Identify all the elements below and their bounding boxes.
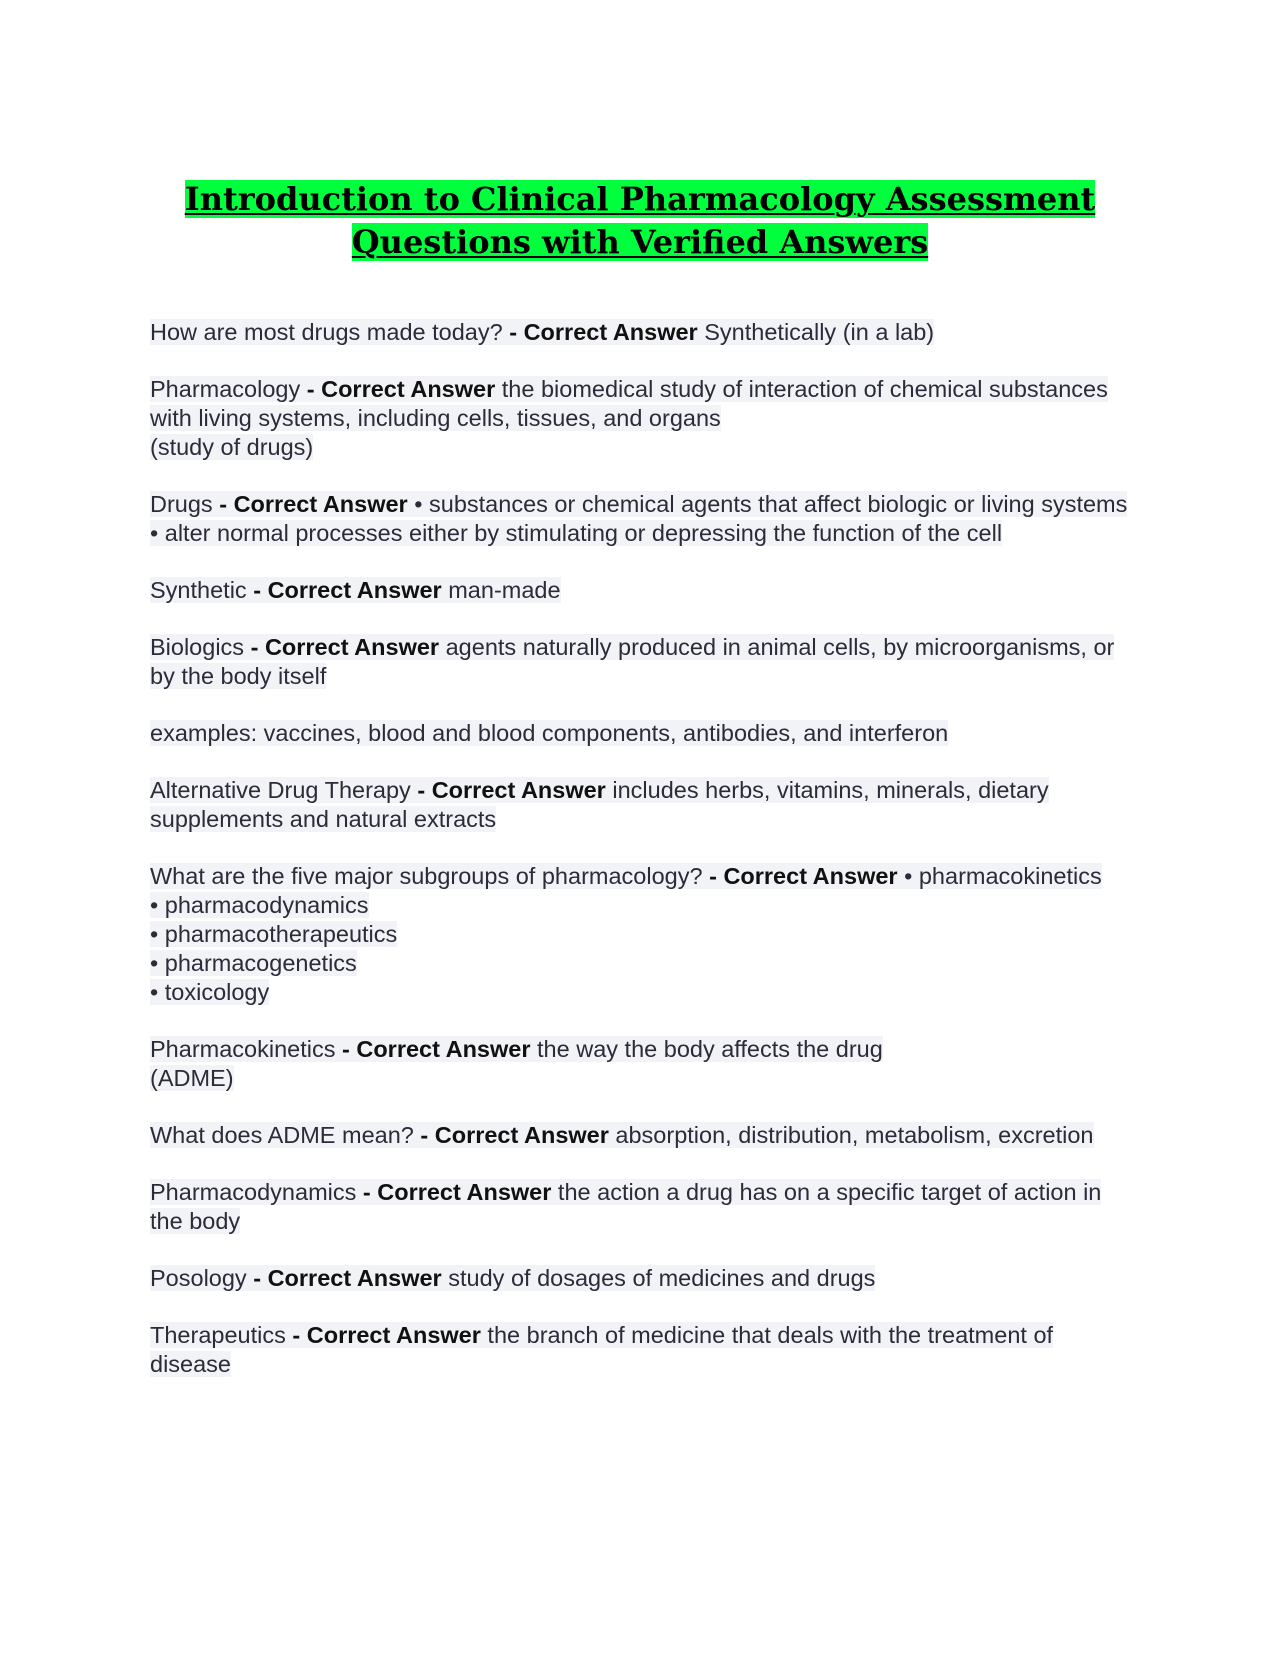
answer-separator: - bbox=[420, 1122, 429, 1148]
answer-text: the way the body affects the drug bbox=[537, 1036, 883, 1062]
qa-item bbox=[150, 1321, 1130, 1379]
answer-text: includes herbs, vitamins, minerals, dietary supplements and natural extracts bbox=[150, 777, 1049, 832]
answer-text: • substances or chemical agents that affect biologic or living systems bbox=[414, 491, 1128, 517]
answer-label-group bbox=[300, 376, 502, 402]
answer-label-group bbox=[244, 634, 446, 660]
answer-text: (ADME) bbox=[150, 1065, 234, 1091]
answer-separator: - bbox=[509, 319, 518, 345]
answer-label: Correct Answer bbox=[723, 863, 898, 889]
question-text: How are most drugs made today? bbox=[150, 319, 503, 345]
answer-text: • pharmacokinetics bbox=[904, 863, 1102, 889]
answer-text: • pharmacodynamics bbox=[150, 892, 369, 918]
note-text: examples: vaccines, blood and blood components, antibodies, and interferon bbox=[150, 720, 949, 746]
answer-separator: - bbox=[362, 1179, 371, 1205]
answer-separator: - bbox=[292, 1322, 301, 1348]
answer-label-group bbox=[703, 863, 905, 889]
answer-label-group bbox=[335, 1036, 537, 1062]
answer-label-group bbox=[503, 319, 705, 345]
answer-separator: - bbox=[342, 1036, 350, 1062]
qa-item bbox=[150, 776, 1130, 834]
answer-label-group bbox=[247, 577, 449, 603]
answer-label-group bbox=[414, 1122, 616, 1148]
answer-text: the action a drug has on a specific target of action in the body bbox=[150, 1179, 1102, 1234]
question-text: What are the five major subgroups of pharmacology? bbox=[150, 863, 703, 889]
question-text: Drugs bbox=[150, 491, 213, 517]
qa-list bbox=[150, 318, 1130, 1407]
answer-separator: - bbox=[417, 777, 426, 803]
answer-text: • pharmacotherapeutics bbox=[150, 921, 398, 947]
answer-text: • pharmacogenetics bbox=[150, 950, 357, 976]
answer-label: Correct Answer bbox=[264, 634, 440, 660]
answer-text: agents naturally produced in animal cells, by microorganisms, or by the body itself bbox=[150, 634, 1115, 689]
qa-item bbox=[150, 862, 1130, 1007]
answer-text: • toxicology bbox=[150, 979, 270, 1005]
question-text: Synthetic bbox=[150, 577, 247, 603]
answer-label-group bbox=[247, 1265, 449, 1291]
title-line-1: Introduction to Clinical Pharmacology Assessment bbox=[184, 180, 1096, 218]
qa-item bbox=[150, 1121, 1130, 1150]
answer-text: study of dosages of medicines and drugs bbox=[448, 1265, 876, 1291]
question-text: Therapeutics bbox=[150, 1322, 286, 1348]
qa-item bbox=[150, 318, 1130, 347]
qa-item bbox=[150, 1178, 1130, 1236]
example-note bbox=[150, 719, 1130, 748]
question-text: Pharmacology bbox=[150, 376, 301, 402]
qa-item bbox=[150, 1035, 1130, 1093]
question-text: Biologics bbox=[150, 634, 245, 660]
answer-label: Correct Answer bbox=[267, 1265, 442, 1291]
qa-item bbox=[150, 375, 1130, 462]
answer-text: (study of drugs) bbox=[150, 434, 314, 460]
answer-label: Correct Answer bbox=[431, 777, 606, 803]
answer-text: the branch of medicine that deals with the treatment of disease bbox=[150, 1322, 1054, 1377]
question-text: What does ADME mean? bbox=[150, 1122, 414, 1148]
document-title bbox=[150, 178, 1130, 264]
answer-label: Correct Answer bbox=[321, 376, 496, 402]
answer-label-group bbox=[411, 777, 613, 803]
question-text: Posology bbox=[150, 1265, 247, 1291]
answer-separator: - bbox=[253, 1265, 262, 1291]
answer-label: Correct Answer bbox=[306, 1322, 481, 1348]
qa-item bbox=[150, 1264, 1130, 1293]
answer-separator: - bbox=[306, 376, 315, 402]
answer-label: Correct Answer bbox=[434, 1122, 609, 1148]
answer-text: man-made bbox=[448, 577, 561, 603]
answer-text: absorption, distribution, metabolism, excretion bbox=[615, 1122, 1094, 1148]
title-line-2: Questions with Verified Answers bbox=[351, 223, 929, 261]
answer-separator: - bbox=[250, 634, 259, 660]
answer-text: • alter normal processes either by stimulating or depressing the function of the cell bbox=[150, 520, 1003, 546]
answer-separator: - bbox=[709, 863, 717, 889]
question-text: Pharmacodynamics bbox=[150, 1179, 357, 1205]
answer-separator: - bbox=[253, 577, 262, 603]
answer-label-group bbox=[286, 1322, 488, 1348]
answer-label: Correct Answer bbox=[523, 319, 698, 345]
question-text: Alternative Drug Therapy bbox=[150, 777, 411, 803]
question-text: Pharmacokinetics bbox=[150, 1036, 336, 1062]
qa-item bbox=[150, 490, 1130, 548]
answer-label-group bbox=[356, 1179, 558, 1205]
answer-text: Synthetically (in a lab) bbox=[704, 319, 935, 345]
answer-label: Correct Answer bbox=[356, 1036, 531, 1062]
answer-label: Correct Answer bbox=[267, 577, 442, 603]
answer-separator: - bbox=[219, 491, 228, 517]
answer-label: Correct Answer bbox=[377, 1179, 552, 1205]
answer-label-group bbox=[213, 491, 415, 517]
answer-label: Correct Answer bbox=[233, 491, 408, 517]
answer-text: the biomedical study of interaction of chemical substances with living systems, including cells, tissues, and organs bbox=[150, 376, 1108, 431]
qa-item bbox=[150, 576, 1130, 605]
qa-item bbox=[150, 633, 1130, 691]
